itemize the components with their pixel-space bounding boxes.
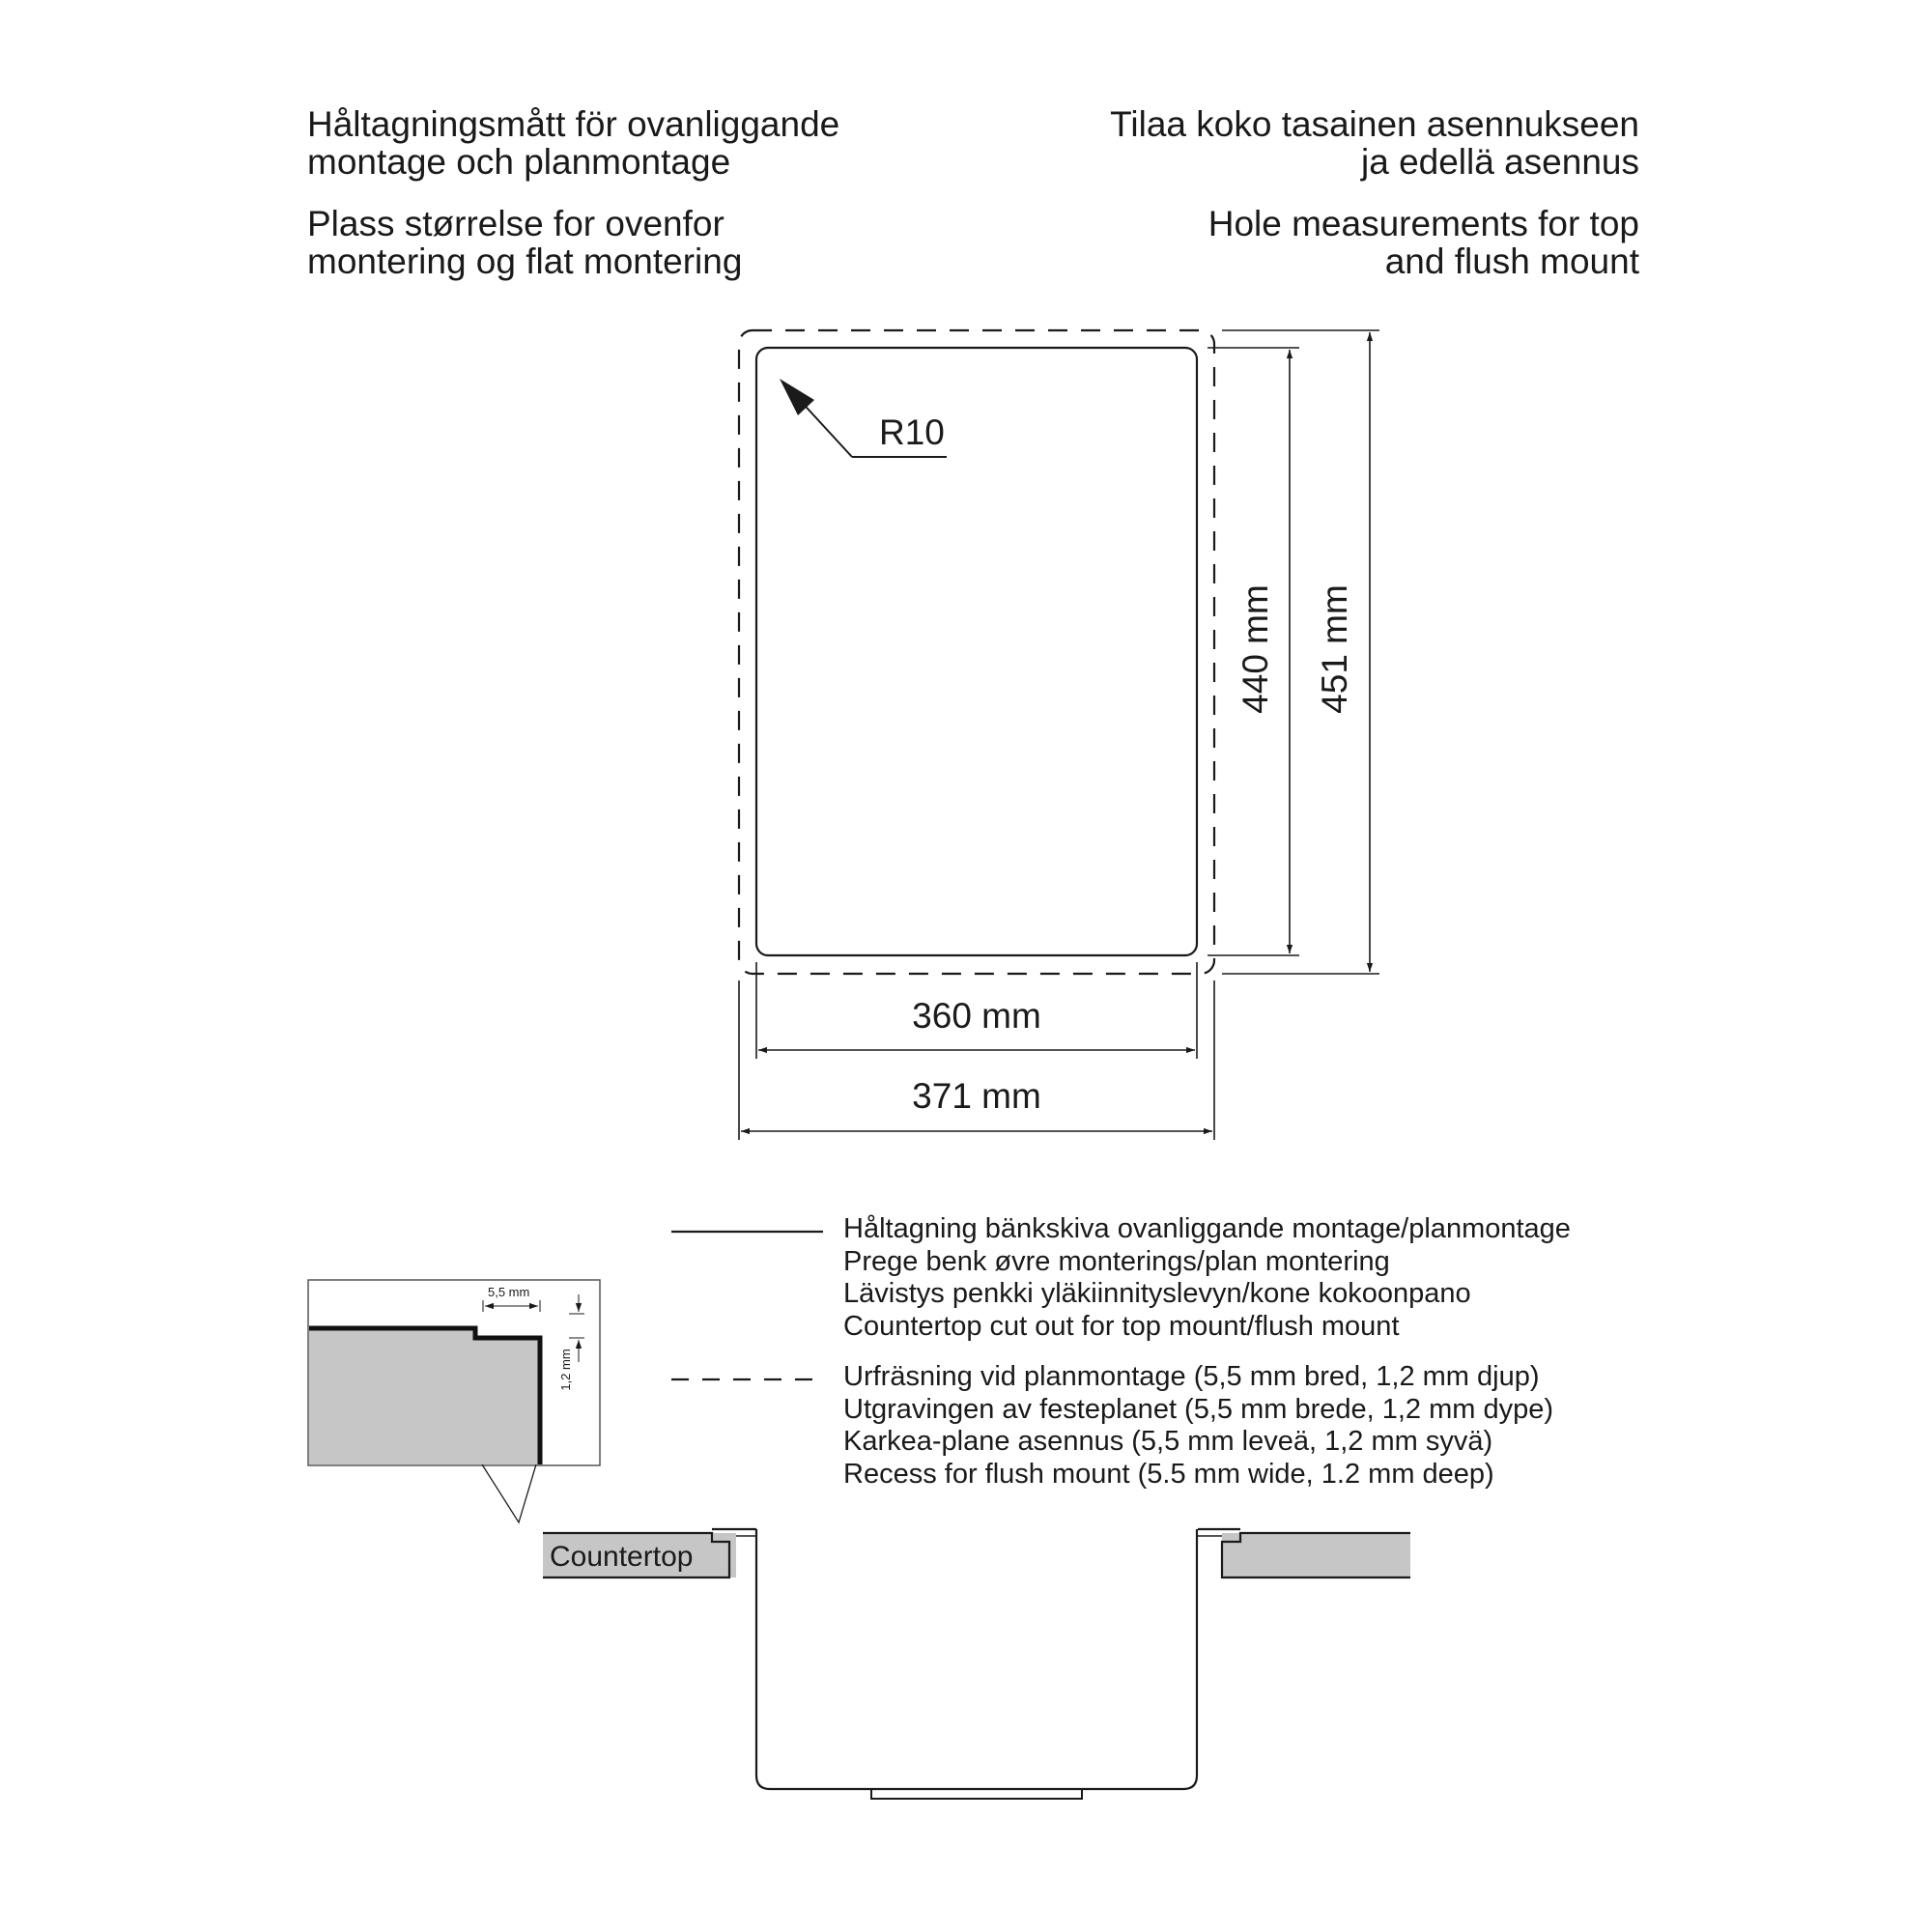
- recess-outline: [739, 330, 1214, 974]
- heading-line: Plass størrelse for ovenfor: [307, 204, 724, 243]
- outer-height-label: 451 mm: [1315, 584, 1354, 714]
- heading-line: montering og flat montering: [307, 242, 743, 281]
- legend-line: Prege benk øvre monterings/plan montering: [843, 1245, 1390, 1277]
- detail-depth-label: 1,2 mm: [558, 1349, 573, 1391]
- recess-detail-inset: [308, 1280, 600, 1522]
- heading-line: Håltagningsmått för ovanliggande: [307, 104, 840, 144]
- legend-solid-text: [843, 1213, 1571, 1343]
- radius-callout: [780, 379, 947, 457]
- legend-line: Lävistys penkki yläkiinnityslevyn/kone kokoonpano: [843, 1278, 1471, 1309]
- inner-width-label: 360 mm: [912, 996, 1041, 1036]
- legend-line: Urfräsning vid planmontage (5,5 mm bred, 1,2 mm djup): [843, 1361, 1540, 1392]
- heading-line: ja edellä asennus: [1361, 142, 1639, 182]
- countertop-label: Countertop: [550, 1541, 694, 1573]
- legend-line: Håltagning bänkskiva ovanliggande montage/planmontage: [843, 1213, 1571, 1244]
- legend-line: Recess for flush mount (5.5 mm wide, 1.2 mm deep): [843, 1458, 1494, 1490]
- cutout-outline: [756, 348, 1197, 955]
- heading-line: Tilaa koko tasainen asennukseen: [1110, 104, 1639, 144]
- heading-line: Hole measurements for top: [1208, 204, 1639, 243]
- heading-line: montage och planmontage: [307, 142, 731, 182]
- legend-line: Countertop cut out for top mount/flush mount: [843, 1310, 1400, 1342]
- sink-cross-section: [543, 1529, 1410, 1799]
- radius-label: R10: [879, 412, 945, 452]
- inner-height-label: 440 mm: [1236, 584, 1275, 714]
- legend-dashed-text: [843, 1361, 1553, 1491]
- legend-line: Utgravingen av festeplanet (5,5 mm brede, 1,2 mm dype): [843, 1393, 1554, 1425]
- legend-line: Karkea-plane asennus (5,5 mm leveä, 1,2 mm syvä): [843, 1426, 1493, 1457]
- heading-line: and flush mount: [1384, 242, 1639, 281]
- outer-width-label: 371 mm: [912, 1076, 1041, 1116]
- detail-width-label: 5,5 mm: [488, 1285, 530, 1299]
